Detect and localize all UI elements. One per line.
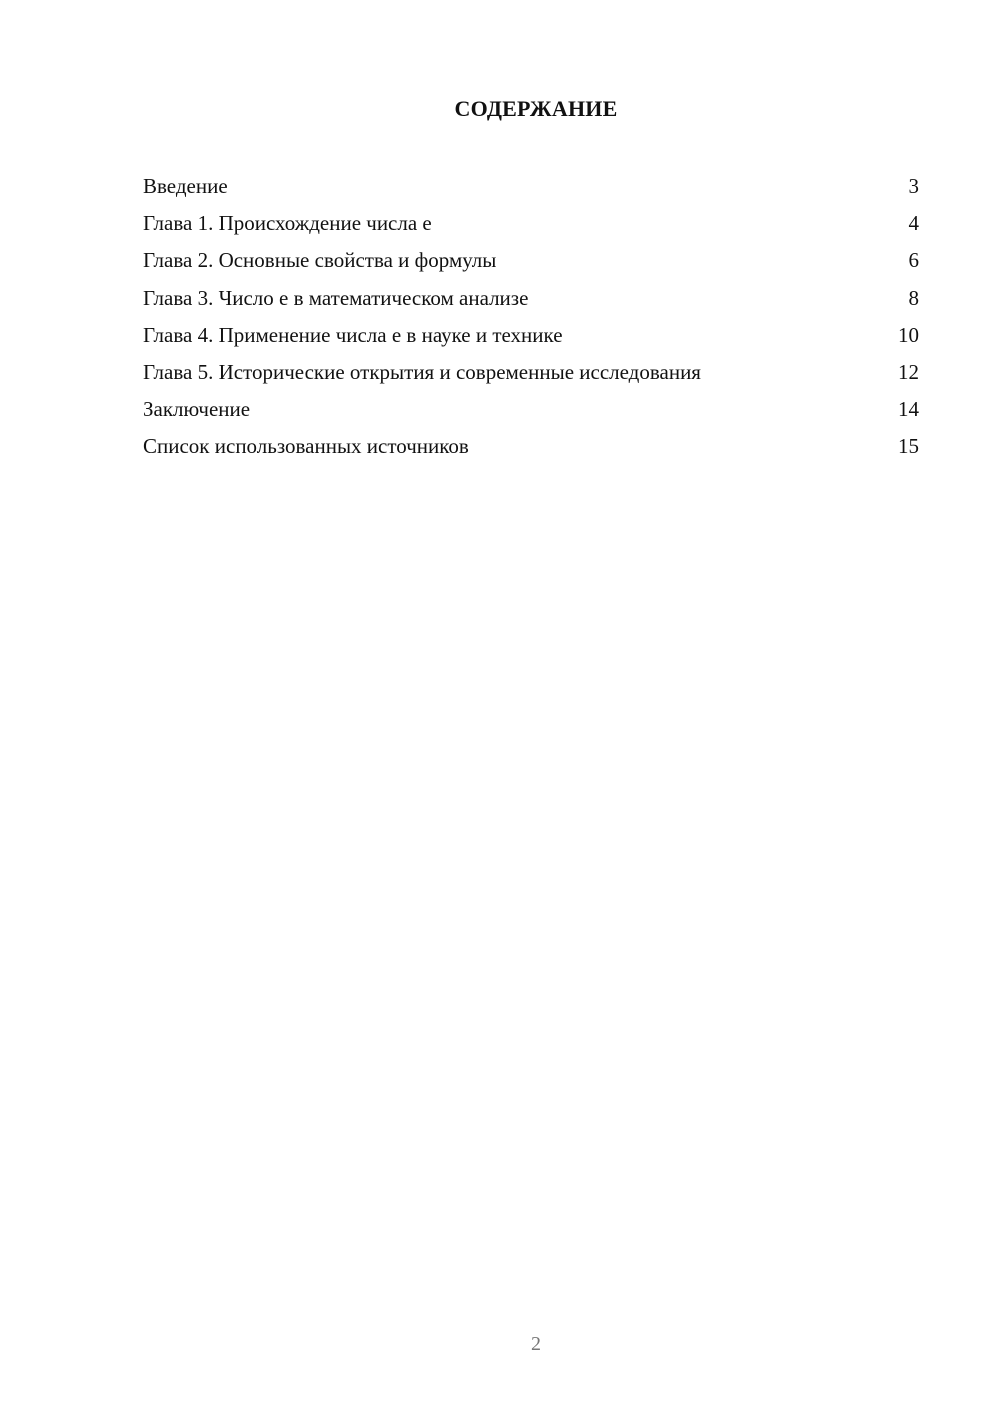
- toc-entry: [143, 428, 919, 465]
- toc-entry-title: Глава 1. Происхождение числа е: [143, 211, 432, 236]
- toc-entry-page: 4: [908, 211, 919, 236]
- toc-entry-page: 10: [898, 322, 919, 347]
- toc-entry-title: Список использованных источников: [143, 434, 469, 459]
- toc-entry: [143, 168, 919, 205]
- toc-entry: [143, 354, 919, 391]
- toc-entry-page: 12: [898, 359, 919, 384]
- toc-entry-title: Введение: [143, 174, 228, 198]
- toc-entry-page: 15: [898, 434, 919, 459]
- toc-entry-title: Глава 2. Основные свойства и формулы: [143, 248, 497, 273]
- toc-entry: [143, 242, 919, 279]
- table-of-contents: [143, 168, 919, 466]
- toc-entry: [143, 391, 919, 428]
- page-title: СОДЕРЖАНИЕ: [454, 96, 618, 121]
- toc-entry-title: Заключение: [143, 397, 251, 422]
- toc-entry-page: 6: [908, 248, 919, 273]
- toc-entry-page: 3: [908, 174, 919, 198]
- toc-entry: [143, 317, 919, 354]
- toc-entry-title: Глава 4. Применение числа е в науке и технике: [143, 322, 563, 347]
- toc-entry-title: Глава 3. Число е в математическом анализе: [143, 285, 529, 310]
- toc-entry-title: Глава 5. Исторические открытия и современные исследования: [143, 359, 701, 384]
- toc-entry: [143, 205, 919, 242]
- toc-entry: [143, 280, 919, 317]
- page-number: 2: [531, 1333, 541, 1355]
- toc-entry-page: 8: [908, 285, 919, 310]
- toc-entry-page: 14: [898, 397, 919, 422]
